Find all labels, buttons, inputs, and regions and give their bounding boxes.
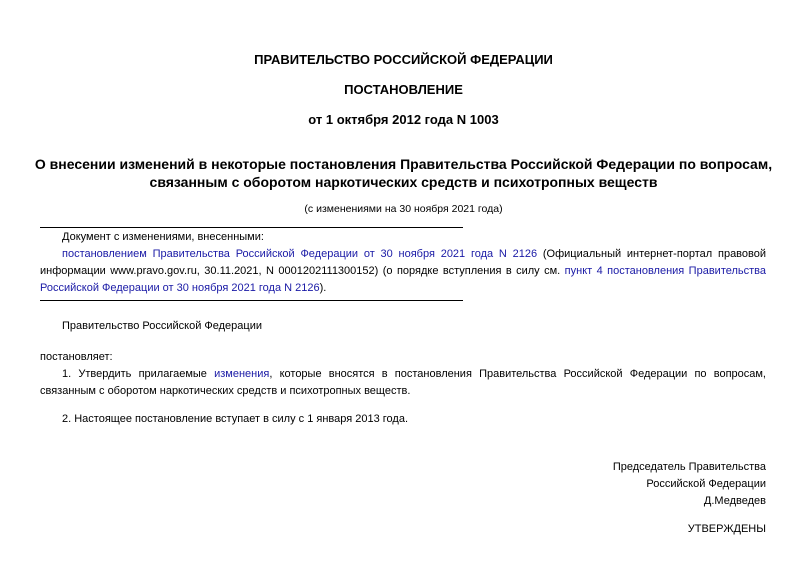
signature-position-1: Председатель Правительства [612, 461, 766, 473]
divider-top [40, 227, 463, 228]
item-1-lead: 1. Утвердить прилагаемые [62, 368, 215, 380]
title-line-1: О внесении изменений в некоторые постановления Правительства Российской Федерации по вопросам, [34, 156, 773, 172]
amendment-source: (Официальный интернет-портал правовой информации www.pravo.gov.ru, 30.11.2021, N 0001202111300152) (о порядке вступления в силу см. [40, 248, 767, 277]
effective-date-link[interactable]: пункт 4 постановления Правительства Российской Федерации от 30 ноября 2021 года N 2126 [40, 265, 767, 294]
changes-link[interactable]: изменения [214, 368, 270, 380]
item-1-rest: , которые вносятся в постановления Правительства Российской Федерации по вопросам, связанным с оборотом наркотических средств и психотропных веществ. [40, 368, 766, 397]
document-title [0, 155, 807, 191]
title-line-2: связанным с оборотом наркотических средств и психотропных веществ [149, 174, 658, 190]
amendment-close: ). [319, 282, 327, 294]
divider-bottom [40, 300, 463, 301]
issuer: Правительство Российской Федерации [62, 320, 262, 332]
decrees-word: постановляет: [40, 351, 113, 363]
date-number: от 1 октября 2012 года N 1003 [308, 112, 499, 127]
government-heading: ПРАВИТЕЛЬСТВО РОССИЙСКОЙ ФЕДЕРАЦИИ [254, 52, 553, 67]
item-2: 2. Настоящее постановление вступает в силу с 1 января 2013 года. [62, 413, 409, 425]
revision-note: (с изменениями на 30 ноября 2021 года) [304, 203, 503, 215]
amendment-link[interactable]: постановлением Правительства Российской Федерации от 30 ноября 2021 года N 2126 [62, 248, 538, 260]
signature-name: Д.Медведев [703, 495, 766, 507]
signature-block [613, 459, 766, 510]
item-1 [40, 366, 766, 400]
signature-position-2: Российской Федерации [646, 478, 766, 490]
changes-box [40, 229, 766, 297]
document-type: ПОСТАНОВЛЕНИЕ [344, 82, 463, 97]
approved-label: УТВЕРЖДЕНЫ [687, 523, 766, 535]
changes-intro: Документ с изменениями, внесенными: [62, 231, 264, 243]
changes-text [40, 246, 766, 297]
